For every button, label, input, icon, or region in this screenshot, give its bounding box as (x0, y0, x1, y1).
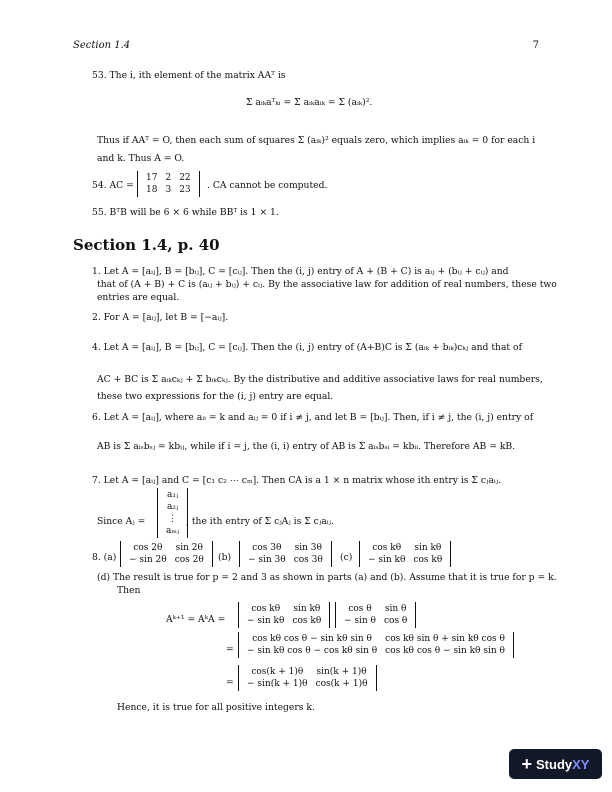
problem-53-line1: 53. The i, ith element of the matrix AAᵀ is (92, 70, 286, 81)
problem-8c-label: (c) (340, 552, 353, 563)
matrix-entry: − sin kθ cos θ − cos kθ sin θ (247, 646, 378, 656)
matrix-entry: sin(k + 1)θ (316, 667, 367, 677)
matrix-entry: 18 (146, 185, 158, 195)
matrix-entry: 2 (165, 173, 172, 183)
plus-icon: + (521, 753, 533, 774)
proof-conclusion: Hence, it is true for all positive integers k. (117, 702, 315, 713)
matrix-entry: cos kθ sin θ + sin kθ cos θ (385, 634, 505, 644)
logo-text: StudyXY (536, 756, 590, 772)
problem-7-line1: 7. Let A = [aᵢⱼ] and C = [c₁ c₂ ⋯ cₘ]. Then CA is a 1 × n matrix whose ith entry is Σ cⱼaᵢⱼ. (92, 475, 502, 486)
matrix-entry: sin kθ (293, 604, 321, 614)
matrix-row (243, 615, 325, 627)
problem-55: 55. BᵀB will be 6 × 6 while BBᵀ is 1 × 1. (92, 207, 279, 218)
matrix-entry: a₁ⱼ (166, 490, 179, 500)
matrix-entry: 22 (179, 173, 191, 183)
matrix-entry: cos kθ cos θ − sin kθ sin θ (252, 634, 372, 644)
matrix-entry: ⋮ (168, 514, 178, 524)
matrix-entry: cos 3θ (252, 543, 282, 553)
proof-step3-eq: = (226, 677, 234, 688)
matrix-row (243, 678, 372, 690)
matrix-row (125, 554, 208, 566)
problem-7-line2: , the ith entry of Σ cⱼAⱼ is Σ cⱼaᵢⱼ. (186, 516, 334, 527)
problem-8a-matrix (118, 541, 215, 567)
problem-54-text: . CA cannot be computed. (207, 180, 328, 191)
matrix-row (142, 184, 195, 196)
matrix-entry: cos kθ (372, 543, 402, 553)
matrix-row (244, 542, 327, 554)
problem-1-line1: 1. Let A = [aᵢⱼ], B = [bᵢⱼ], C = [cᵢⱼ]. Then the (i, j) entry of A + (B + C) is aᵢⱼ + (bᵢⱼ + cᵢⱼ) and (92, 266, 509, 277)
problem-1-line3: entries are equal. (97, 292, 180, 303)
matrix-entry: 23 (179, 185, 191, 195)
matrix-entry: cos(k + 1)θ (251, 667, 304, 677)
matrix-row (162, 513, 183, 525)
matrix-entry: cos 2θ (174, 555, 204, 565)
proof-step1-matrix-theta (333, 602, 418, 628)
matrix-entry: − sin kθ (247, 616, 285, 626)
proof-step2-matrix (236, 632, 516, 658)
matrix-entry: a₂ⱼ (166, 502, 179, 512)
matrix-entry: sin 3θ (294, 543, 322, 553)
problem-6-line2: AB is Σ aᵢₛbₛⱼ = kbᵢⱼ, while if i = j, the (i, i) entry of AB is Σ aᵢₛbₛᵢ = kbᵢᵢ. Therefore AB = kB. (97, 441, 516, 452)
problem-8b-matrix (237, 541, 334, 567)
matrix-row (364, 542, 446, 554)
problem-53-line2: Thus if AAᵀ = O, then each sum of squares Σ (aᵢₖ)² equals zero, which implies aᵢₖ = 0 for each i (97, 135, 536, 146)
problem-2: 2. For A = [aᵢⱼ], let B = [−aᵢⱼ]. (92, 312, 229, 323)
page-number: 7 (532, 40, 539, 51)
problem-4-line1: 4. Let A = [aᵢⱼ], B = [bᵢⱼ], C = [cᵢⱼ]. Then the (i, j) entry of (A+B)C is Σ (aᵢₖ + bᵢₖ)cₖⱼ and that of (92, 342, 522, 353)
problem-53-equation: Σ aᵢₖaᵀₖᵢ = Σ aᵢₖaᵢₖ = Σ (aᵢₖ)². (246, 97, 373, 108)
proof-step3-matrix (236, 665, 379, 691)
problem-4-line3: these two expressions for the (i, j) entry are equal. (97, 391, 334, 402)
problem-8b-label: (b) (218, 552, 232, 563)
proof-step2-eq: = (226, 644, 234, 655)
matrix-entry: − sin(k + 1)θ (247, 679, 308, 689)
matrix-entry: cos(k + 1)θ (315, 679, 368, 689)
problem-8c-matrix (357, 541, 453, 567)
problem-7-since: Since Aⱼ = (97, 516, 146, 527)
matrix-entry: cos kθ cos θ − sin kθ sin θ (385, 646, 505, 656)
matrix-row (243, 645, 509, 657)
matrix-entry: sin kθ (414, 543, 442, 553)
matrix-entry: cos kθ (251, 604, 281, 614)
problem-1-line2: that of (A + B) + C is (aᵢⱼ + bᵢⱼ) + cᵢⱼ. By the associative law for addition of real numbers, these two (97, 279, 557, 290)
proof-step1-matrix-k (236, 602, 332, 628)
matrix-row (162, 525, 183, 537)
matrix-row (162, 489, 183, 501)
running-header-section: Section 1.4 (73, 40, 131, 51)
problem-8d-line2: Then (117, 585, 141, 596)
matrix-entry: sin 2θ (175, 543, 203, 553)
matrix-entry: − sin 3θ (248, 555, 286, 565)
problem-54-label: 54. AC = (92, 180, 134, 191)
studyxy-logo (509, 749, 602, 779)
matrix-entry: 17 (146, 173, 158, 183)
problem-53-line3: and k. Thus A = O. (97, 153, 185, 164)
matrix-entry: cos kθ (292, 616, 322, 626)
matrix-row (364, 554, 446, 566)
matrix-row (340, 603, 411, 615)
problem-6-line1: 6. Let A = [aᵢⱼ], where aᵢᵢ = k and aᵢⱼ = 0 if i ≠ j, and let B = [bᵢⱼ]. Then, if i ≠ j, the (i, j) entry of (92, 412, 534, 423)
matrix-entry: − sin kθ (368, 555, 406, 565)
matrix-entry: aₘⱼ (166, 526, 180, 536)
problem-8d-line1: (d) The result is true for p = 2 and 3 as shown in parts (a) and (b). Assume that it is true for p = k. (97, 572, 557, 583)
matrix-row (244, 554, 327, 566)
section-heading: Section 1.4, p. 40 (73, 236, 220, 254)
problem-7-column-matrix (155, 488, 190, 538)
matrix-entry: 3 (165, 185, 172, 195)
matrix-entry: − sin 2θ (129, 555, 167, 565)
matrix-row (243, 633, 509, 645)
matrix-row (142, 172, 195, 184)
proof-step1-lhs: Aᵏ⁺¹ = AᵏA = (166, 614, 226, 625)
matrix-entry: cos θ (348, 604, 372, 614)
matrix-entry: − sin θ (344, 616, 376, 626)
matrix-row (340, 615, 411, 627)
problem-4-line2: AC + BC is Σ aᵢₖcₖⱼ + Σ bᵢₖcₖⱼ. By the distributive and additive associative laws for real numbers, (97, 374, 543, 385)
problem-8a-label: 8. (a) (92, 552, 117, 563)
matrix-entry: cos 2θ (133, 543, 163, 553)
matrix-entry: cos θ (383, 616, 408, 626)
matrix-entry: sin θ (384, 604, 407, 614)
matrix-row (243, 666, 372, 678)
matrix-row (125, 542, 208, 554)
matrix-row (162, 501, 183, 513)
matrix-entry: cos kθ (413, 555, 443, 565)
matrix-row (243, 603, 325, 615)
problem-54-matrix (135, 171, 202, 197)
matrix-entry: cos 3θ (293, 555, 323, 565)
